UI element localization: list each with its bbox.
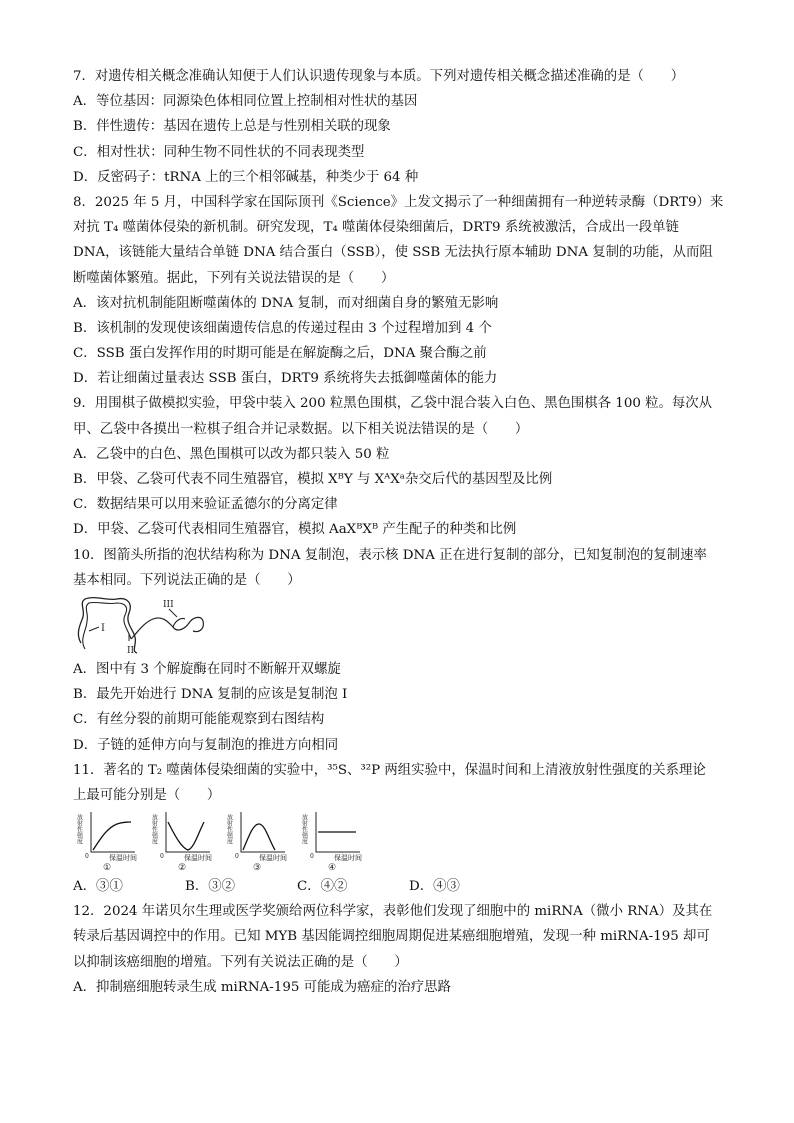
q11-options-row <box>73 874 723 899</box>
q10-option-b: B．最先开始进行 DNA 复制的应该是复制泡 I <box>73 687 348 703</box>
graph-ylabel: 放射性强度 <box>150 814 158 845</box>
four-small-graphs <box>73 808 373 874</box>
bubble-label-i: I <box>101 622 105 634</box>
q7-option-d: D．反密码子：tRNA 上的三个相邻碱基，种类少于 64 种 <box>73 169 419 185</box>
graph-curve <box>168 822 204 850</box>
q11-option-d: D．④③ <box>409 879 460 895</box>
graph-ylabel: 放射性强度 <box>75 814 83 845</box>
q7-stem: 7．对遗传相关概念准确认知便于人们认识遗传现象与本质。下列对遗传相关概念描述准确的是（ ） <box>73 69 685 84</box>
graph-xlabel: 保温时间 <box>109 854 137 863</box>
graph-number: ② <box>178 863 187 874</box>
graph-origin: 0 <box>160 853 164 861</box>
graph-1 <box>76 812 138 873</box>
q8-option-a: A．该对抗机制能阻断噬菌体的 DNA 复制，而对细菌自身的繁殖无影响 <box>73 295 499 311</box>
graph-curve <box>93 822 131 850</box>
graph-xlabel: 保温时间 <box>184 854 212 863</box>
graph-ylabel: 放射性强度 <box>300 814 308 845</box>
q11-option-b: B．③② <box>185 879 236 895</box>
q8-stem-line: 8．2025 年 5 月，中国科学家在国际顶刊《Science》上发文揭示了一种细菌拥有一种逆转录酶（DRT9）来 <box>73 194 723 210</box>
question-content <box>73 64 723 1000</box>
dna-strand-drawing <box>73 593 213 659</box>
graph-ylabel: 放射性强度 <box>225 814 233 845</box>
q10-option-d: D．子链的延伸方向与复制泡的推进方向相同 <box>73 737 339 753</box>
q7-option-c: C．相对性状：同种生物不同性状的不同表现类型 <box>73 144 365 160</box>
q11-option-a: A．③① <box>73 879 123 895</box>
q10-stem-line: 基本相同。下列说法正确的是（ ） <box>73 572 301 588</box>
q9-stem-line: 9．用围棋子做模拟实验，甲袋中装入 200 粒黑色围棋，乙袋中混合装入白色、黑色围棋各 100 粒。每次从 <box>73 396 713 412</box>
q8-stem-line: DNA，该链能大量结合单链 DNA 结合蛋白（SSB），使 SSB 无法执行原本辅助 DNA 复制的功能，从而阻 <box>73 245 713 261</box>
q9-option-c: C．数据结果可以用来验证孟德尔的分离定律 <box>73 497 338 513</box>
q9-option-a: A．乙袋中的白色、黑色围棋可以改为都只装入 50 粒 <box>73 446 390 462</box>
q11-stem-line: 11．著名的 T₂ 噬菌体侵染细菌的实验中，³⁵S、³²P 两组实验中，保温时间和上清液放射性强度的关系理论 <box>73 762 706 778</box>
graph-3 <box>226 812 288 873</box>
graph-number: ① <box>103 863 112 874</box>
graph-xlabel: 保温时间 <box>334 854 362 863</box>
graph-4 <box>301 812 363 873</box>
q12-stem-line: 转录后基因调控中的作用。已知 MYB 基因能调控细胞周期促进某癌细胞增殖，发现一种 miRNA-195 却可 <box>73 929 710 945</box>
graph-number: ③ <box>253 863 262 874</box>
graph-curve <box>243 824 275 850</box>
q12-option-a: A．抑制癌细胞转录生成 miRNA-195 可能成为癌症的治疗思路 <box>73 979 451 995</box>
q11-stem-line: 上最可能分别是（ ） <box>73 787 221 803</box>
q10-option-a: A．图中有 3 个解旋酶在同时不断解开双螺旋 <box>73 661 341 677</box>
q7-option-a: A．等位基因：同源染色体相同位置上控制相对性状的基因 <box>73 94 418 110</box>
q10-stem-line: 10．图箭头所指的泡状结构称为 DNA 复制泡，表示核 DNA 正在进行复制的部分，已知复制泡的复制速率 <box>73 547 707 563</box>
graph-xlabel: 保温时间 <box>259 854 287 863</box>
radioactivity-graphs <box>73 808 723 874</box>
q7-option-b: B．伴性遗传：基因在遗传上总是与性别相关联的现象 <box>73 119 391 135</box>
q8-stem-line: 断噬菌体繁殖。据此，下列有关说法错误的是（ ） <box>73 270 395 286</box>
q9-stem-line: 甲、乙袋中各摸出一粒棋子组合并记录数据。以下相关说法错误的是（ ） <box>73 421 529 437</box>
q9-option-d: D．甲袋、乙袋可代表相同生殖器官，模拟 AaXᴮXᴮ 产生配子的种类和比例 <box>73 522 517 538</box>
graph-2 <box>151 812 213 873</box>
bubble-label-iii: III <box>163 599 174 610</box>
replication-bubble-figure <box>73 593 723 657</box>
graph-origin: 0 <box>85 853 89 861</box>
q8-option-d: D．若让细菌过量表达 SSB 蛋白，DRT9 系统将失去抵御噬菌体的能力 <box>73 371 498 387</box>
q8-option-c: C．SSB 蛋白发挥作用的时期可能是在解旋酶之后，DNA 聚合酶之前 <box>73 346 487 362</box>
q11-option-c: C．④② <box>297 879 348 895</box>
q12-stem-line: 以抑制该癌细胞的增殖。下列有关说法正确的是（ ） <box>73 954 408 970</box>
graph-origin: 0 <box>235 853 239 861</box>
graph-axes <box>241 812 285 852</box>
graph-axes <box>91 812 135 852</box>
q9-option-b: B．甲袋、乙袋可代表不同生殖器官，模拟 XᴮY 与 XᴬXᵃ杂交后代的基因型及比例 <box>73 472 553 487</box>
q10-option-c: C．有丝分裂的前期可能能观察到右图结构 <box>73 712 325 728</box>
graph-origin: 0 <box>310 853 314 861</box>
q8-stem-line: 对抗 T₄ 噬菌体侵染的新机制。研究发现，T₄ 噬菌体侵染细菌后，DRT9 系统被激活，合成出一段单链 <box>73 220 679 236</box>
q8-option-b: B．该机制的发现使该细菌遗传信息的传递过程由 3 个过程增加到 4 个 <box>73 320 492 336</box>
q12-stem-line: 12．2024 年诺贝尔生理或医学奖颁给两位科学家，表彰他们发现了细胞中的 miRNA（微小 RNA）及其在 <box>73 904 713 920</box>
bubble-label-ii: II <box>127 645 135 656</box>
graph-number: ④ <box>328 863 337 874</box>
